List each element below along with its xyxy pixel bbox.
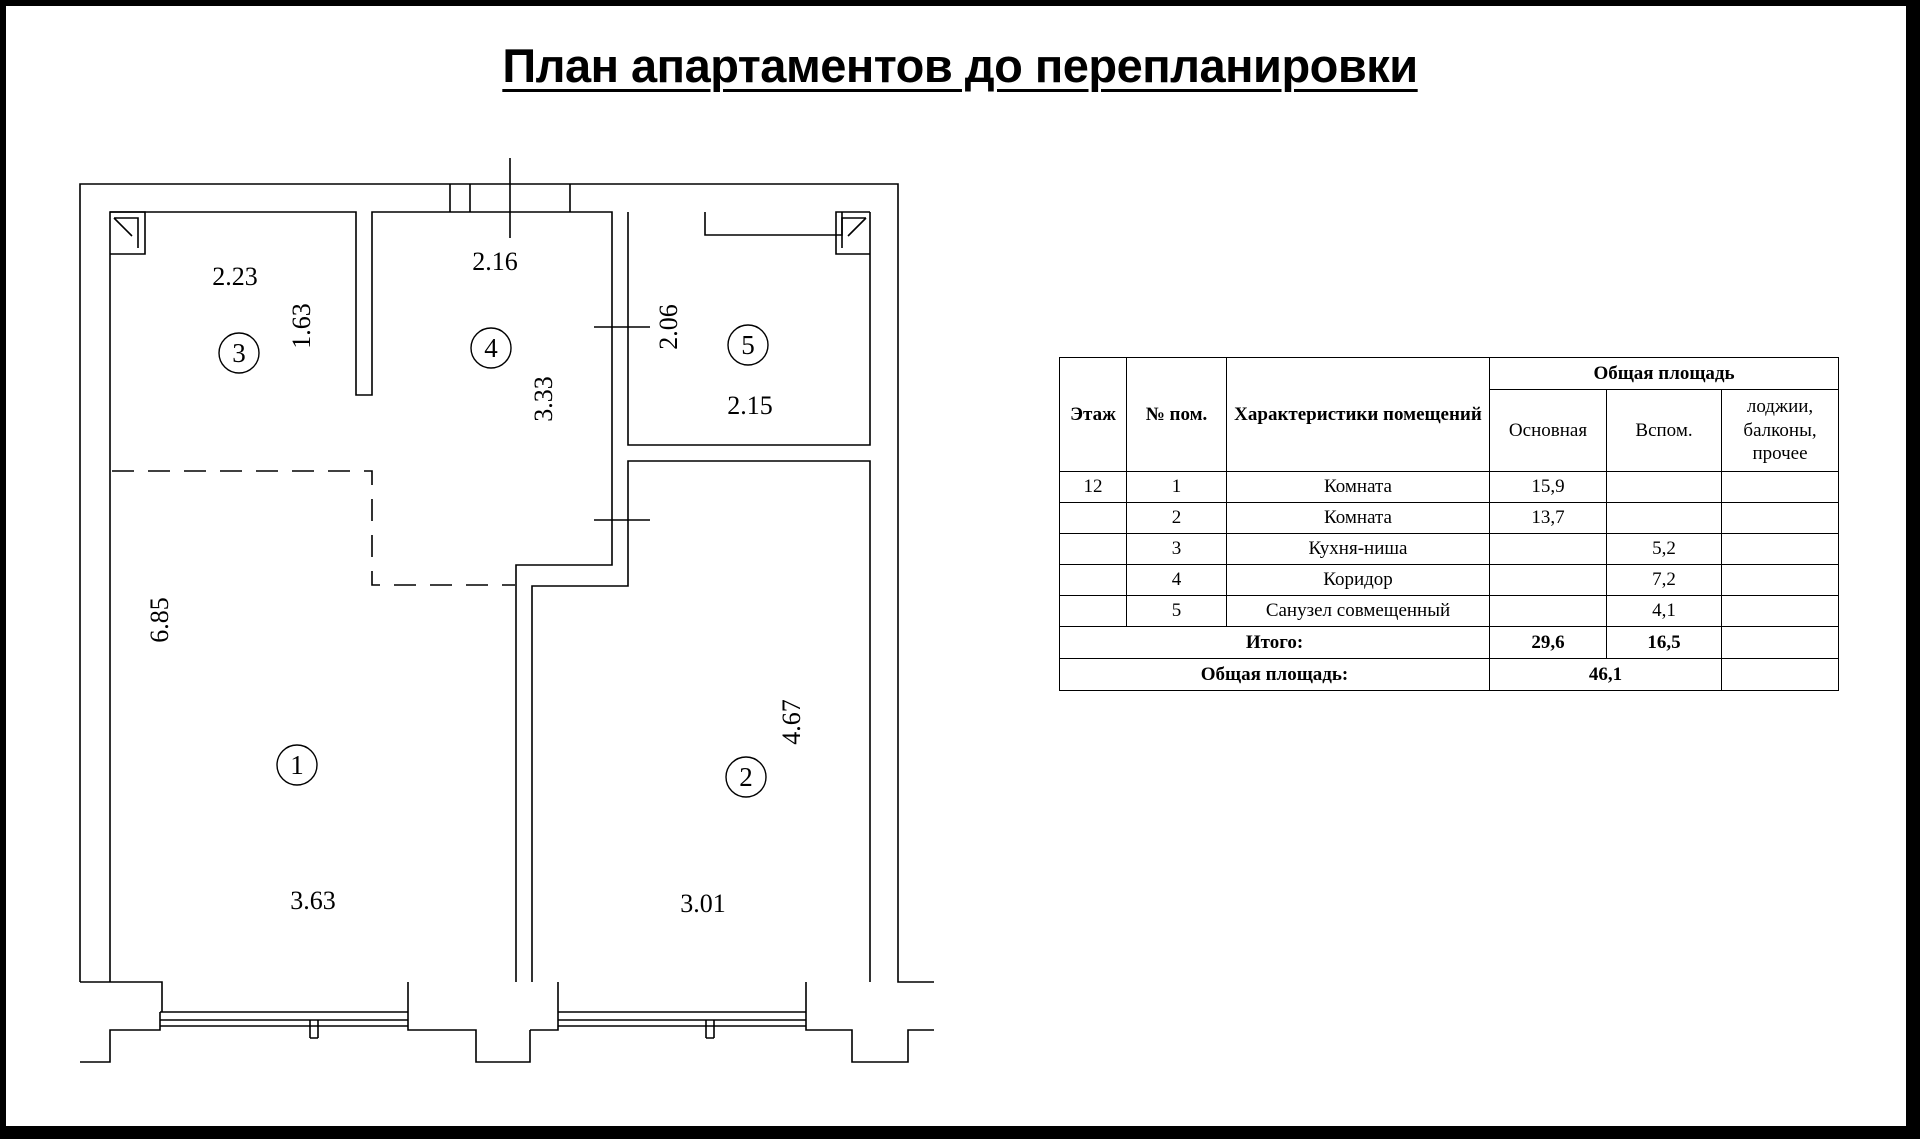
- total-label: Общая площадь:: [1060, 659, 1490, 691]
- total-row: [1060, 659, 1839, 691]
- dim-room4-depth: 3.33: [529, 376, 558, 422]
- cell-aux: 7,2: [1607, 565, 1722, 596]
- header-main: Основная: [1490, 390, 1607, 472]
- outer-wall-outline: [80, 184, 934, 982]
- header-total-area-group: Общая площадь: [1490, 358, 1839, 390]
- room-number-3: 3: [232, 338, 246, 368]
- subtotal-main: 29,6: [1490, 627, 1607, 659]
- cell-main: 13,7: [1490, 503, 1607, 534]
- window-bottom-left: [160, 1012, 408, 1026]
- table-row: [1060, 534, 1839, 565]
- cell-main: [1490, 534, 1607, 565]
- cell-floor: 12: [1060, 472, 1127, 503]
- header-room-no: № пом.: [1127, 358, 1227, 472]
- table-row: [1060, 472, 1839, 503]
- total-loggia: [1722, 659, 1839, 691]
- cell-name: Кухня-ниша: [1227, 534, 1490, 565]
- dim-room4-width: 2.16: [472, 247, 518, 276]
- subtotal-label: Итого:: [1060, 627, 1490, 659]
- cell-loggia: [1722, 503, 1839, 534]
- corner-column-right: [836, 212, 870, 254]
- subtotal-loggia: [1722, 627, 1839, 659]
- cell-aux: 4,1: [1607, 596, 1722, 627]
- cell-main: [1490, 596, 1607, 627]
- dim-room1-width: 3.63: [290, 886, 336, 915]
- cell-floor: [1060, 534, 1127, 565]
- dim-room1-depth: 6.85: [145, 597, 174, 643]
- page-title: План апартаментов до перепланировки: [502, 39, 1418, 92]
- cell-name: Санузел совмещенный: [1227, 596, 1490, 627]
- cell-name: Комната: [1227, 472, 1490, 503]
- dim-room2-width: 3.01: [680, 889, 726, 918]
- subtotal-aux: 16,5: [1607, 627, 1722, 659]
- cell-floor: [1060, 565, 1127, 596]
- table-row: [1060, 565, 1839, 596]
- cell-no: 3: [1127, 534, 1227, 565]
- cell-floor: [1060, 503, 1127, 534]
- cell-aux: 5,2: [1607, 534, 1722, 565]
- cell-aux: [1607, 472, 1722, 503]
- header-aux: Вспом.: [1607, 390, 1722, 472]
- cell-floor: [1060, 596, 1127, 627]
- window-bottom-right: [558, 1012, 806, 1026]
- bath-fixture: [705, 212, 842, 235]
- table-row: [1060, 503, 1839, 534]
- room-number-1: 1: [290, 750, 304, 780]
- cell-name: Коридор: [1227, 565, 1490, 596]
- total-value: 46,1: [1490, 659, 1722, 691]
- header-floor: Этаж: [1060, 358, 1127, 472]
- cell-no: 4: [1127, 565, 1227, 596]
- cell-loggia: [1722, 472, 1839, 503]
- cell-main: 15,9: [1490, 472, 1607, 503]
- header-characteristics: Характеристики помещений: [1227, 358, 1490, 472]
- cell-name: Комната: [1227, 503, 1490, 534]
- dim-room5-width: 2.15: [727, 391, 773, 420]
- subtotal-row: [1060, 627, 1839, 659]
- corner-column-left: [110, 212, 145, 254]
- table-row: [1060, 596, 1839, 627]
- room-number-4: 4: [484, 333, 498, 363]
- room-number-2: 2: [739, 762, 753, 792]
- cell-loggia: [1722, 534, 1839, 565]
- header-loggia: лоджии, балконы, прочее: [1722, 390, 1839, 472]
- cell-loggia: [1722, 565, 1839, 596]
- balcony-wall: [80, 982, 934, 1062]
- dim-room3-depth: 1.63: [287, 303, 316, 349]
- cell-no: 5: [1127, 596, 1227, 627]
- dashed-partition: [112, 471, 515, 585]
- cell-loggia: [1722, 596, 1839, 627]
- dim-room2-depth: 4.67: [777, 699, 806, 745]
- cell-aux: [1607, 503, 1722, 534]
- cell-no: 2: [1127, 503, 1227, 534]
- room-number-5: 5: [741, 330, 755, 360]
- dim-room5-depth: 2.06: [654, 304, 683, 350]
- cell-main: [1490, 565, 1607, 596]
- area-table: [1059, 357, 1839, 691]
- cell-no: 1: [1127, 472, 1227, 503]
- dim-room3-width: 2.23: [212, 262, 258, 291]
